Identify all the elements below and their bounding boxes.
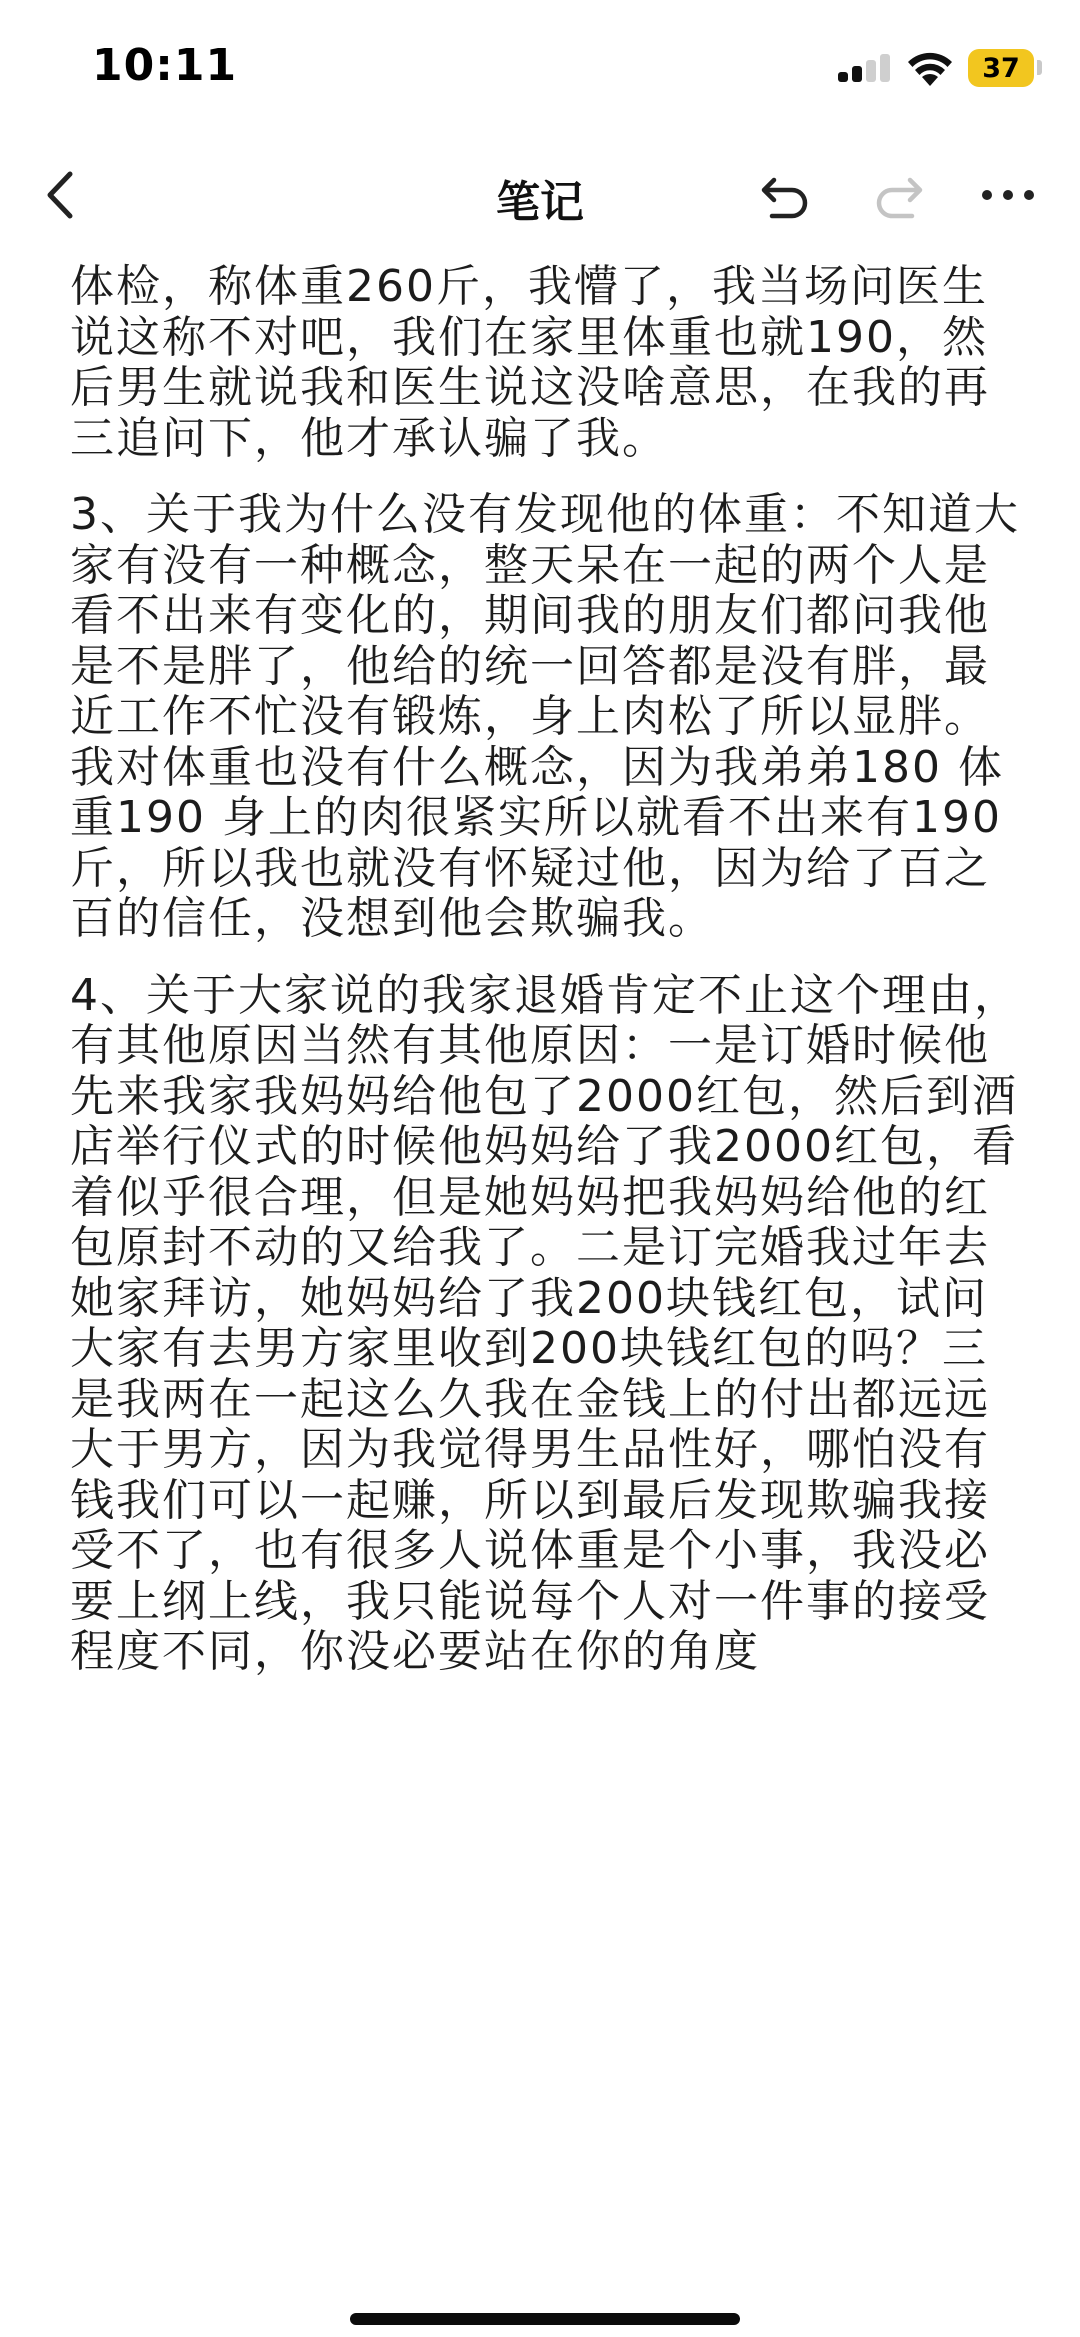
battery-icon — [968, 49, 1034, 87]
home-indicator[interactable] — [350, 2313, 740, 2325]
undo-icon[interactable] — [758, 170, 814, 220]
battery-level: 37 — [982, 52, 1020, 84]
note-paragraph: 3、关于我为什么没有发现他的体重：不知道大家有没有一种概念，整天呆在一起的两个人是看不出来有变化的，期间我的朋友们都问我他是不是胖了，他给的统一回答都是没有胖，最近工作不忙没有锻炼，身上肉松了所以显胖。我对体重也没有什么概念，因为我弟弟180 体重190 身上的肉很紧实所以就看不出来有190斤，所以我也就没有怀疑过他，因为给了百之百的信任，没想到他会欺骗我。 — [70, 489, 1020, 944]
status-bar — [0, 0, 1080, 140]
nav-bar — [0, 150, 1080, 240]
note-paragraph: 4、关于大家说的我家退婚肯定不止这个理由，有其他原因当然有其他原因：一是订婚时候他先来我家我妈妈给他包了2000红包，然后到酒店举行仪式的时候他妈妈给了我2000红包，看着似乎很合理，但是她妈妈把我妈妈给他的红包原封不动的又给我了。二是订完婚我过年去她家拜访，她妈妈给了我200块钱红包，试问大家有去男方家里收到200块钱红包的吗？三是我两在一起这么久我在金钱上的付出都远远大于男方，因为我觉得男生品性好，哪怕没有钱我们可以一起赚，所以到最后发现欺骗我接受不了，也有很多人说体重是个小事，我没必要上纲上线，我只能说每个人对一件事的接受程度不同，你没必要站在你的角度 — [70, 969, 1020, 1677]
more-icon[interactable] — [980, 178, 1036, 212]
signal-icon — [838, 54, 894, 86]
note-content[interactable] — [70, 262, 1020, 2337]
wifi-icon — [905, 48, 955, 88]
status-time: 10:11 — [92, 40, 238, 91]
page-title: 笔记 — [496, 177, 584, 228]
redo-icon — [870, 170, 926, 220]
battery-tip — [1037, 60, 1042, 75]
note-paragraph: 体检，称体重260斤，我懵了，我当场问医生说这称不对吧，我们在家里体重也就190，然后男生就说我和医生说这没啥意思，在我的再三追问下，他才承认骗了我。 — [70, 262, 990, 464]
